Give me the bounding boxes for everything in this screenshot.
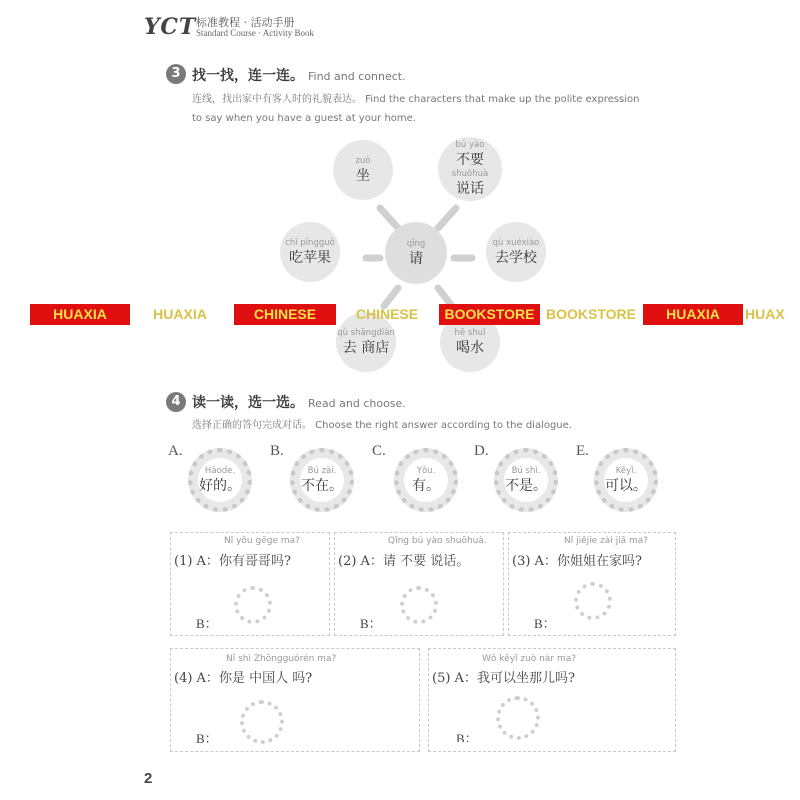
bubble-shuohua-pinyin: shuōhuà xyxy=(451,169,489,179)
bubble-zuo-hanzi: 坐 xyxy=(356,167,370,184)
dialogue-5-question xyxy=(432,667,575,686)
option-b-hanzi: 不在。 xyxy=(301,477,343,494)
option-a-flower[interactable] xyxy=(188,448,252,512)
option-e-hanzi: 可以。 xyxy=(605,477,647,494)
dialogue-3-b-label: B： xyxy=(534,616,556,631)
section-4-title xyxy=(192,392,406,412)
section-3-title xyxy=(192,65,406,85)
dialogue-2-num: (2) A： xyxy=(338,554,383,569)
option-b-pinyin: Bú zài. xyxy=(307,465,337,476)
watermark-chinese-1: CHINESE xyxy=(234,304,336,325)
bubble-qing-hanzi: 请 xyxy=(409,250,423,267)
watermark-huaxia-2: HUAXIA xyxy=(153,306,207,322)
dialogue-2-question xyxy=(338,550,469,569)
bubble-he-shui-pinyin: hē shuǐ xyxy=(454,327,486,338)
section-4-title-cn: 读一读，选一选。 xyxy=(192,395,304,411)
dialogue-3-pinyin: Nǐ jiějie zài jiā ma? xyxy=(564,536,649,546)
option-c-hanzi: 有。 xyxy=(412,477,440,494)
bubble-qu-xuexiao-hanzi: 去学校 xyxy=(495,249,537,266)
bubble-zuo-pinyin: zuò xyxy=(355,155,371,166)
bubble-qu-shangdian-pinyin: qù shāngdiàn xyxy=(337,327,395,338)
dialogue-4-answer-slot[interactable] xyxy=(240,700,284,744)
option-e-letter: E. xyxy=(576,443,589,459)
bubble-chi-pinyin: chī píngguǒ xyxy=(285,237,335,248)
dialogue-1-question xyxy=(174,550,291,569)
bubble-qu-xuexiao[interactable] xyxy=(486,222,546,282)
dialogue-5-pinyin: Wǒ kěyǐ zuò nàr ma? xyxy=(482,654,577,664)
section-3-instruction-1: 连线，找出家中有客人时的礼貌表达。 Find the characters that make up the polite expression xyxy=(192,94,640,105)
book-title-cn: 标准教程 · 活动手册 xyxy=(196,16,295,29)
bubble-qu-shangdian-hanzi: 去 商店 xyxy=(342,339,390,356)
page-number: 2 xyxy=(144,770,153,787)
option-e-flower[interactable] xyxy=(594,448,658,512)
dialogue-1-text: 你有哥哥吗? xyxy=(218,554,291,569)
bubble-qu-xuexiao-pinyin: qù xuéxiào xyxy=(492,237,540,248)
dialogue-3-text: 你姐姐在家吗? xyxy=(556,554,642,569)
dialogue-3-answer-slot[interactable] xyxy=(574,582,612,620)
dialogue-2-pinyin: Qǐng bú yào shuōhuà. xyxy=(388,536,487,546)
section-3-instruction-2: to say when you have a guest at your home. xyxy=(192,113,416,124)
section-4-number: 4 xyxy=(166,392,186,412)
option-c-pinyin: Yǒu. xyxy=(416,465,436,476)
bubble-chi-pingguo[interactable] xyxy=(280,222,340,282)
dialogue-1-b-label: B： xyxy=(196,616,218,631)
option-b-flower[interactable] xyxy=(290,448,354,512)
watermark-huaxia-1: HUAXIA xyxy=(30,304,130,325)
book-title-en: Standard Course · Activity Book xyxy=(196,28,314,38)
dialogue-4-b-label: B： xyxy=(196,731,218,746)
dialogue-4-text: 你是 中国人 吗? xyxy=(218,671,313,686)
dialogue-5-b-label: B： xyxy=(456,731,478,742)
section-3-title-en: Find and connect. xyxy=(308,70,406,83)
bubble-he-shui-hanzi: 喝水 xyxy=(456,339,484,356)
section-3-number: 3 xyxy=(166,64,186,84)
dialogue-1-num: (1) A： xyxy=(174,554,219,569)
dialogue-3-question xyxy=(512,550,642,569)
bubble-shuohua-hanzi: 说话 xyxy=(456,181,484,197)
option-a-hanzi: 好的。 xyxy=(199,477,241,494)
watermark-huaxia-4: HUAX xyxy=(745,306,785,322)
dialogue-1-pinyin: Nǐ yǒu gēge ma? xyxy=(224,536,300,546)
option-b-letter: B. xyxy=(270,443,284,459)
dialogue-3-num: (3) A： xyxy=(512,554,557,569)
section-4-instruction: 选择正确的答句完成对话。 Choose the right answer according to the dialogue. xyxy=(192,420,572,431)
watermark-chinese-2: CHINESE xyxy=(355,306,419,322)
dialogue-5-text: 我可以坐那儿吗? xyxy=(476,671,575,686)
dialogue-2-answer-slot[interactable] xyxy=(400,586,438,624)
watermark-bookstore-2: BOOKSTORE xyxy=(546,306,636,322)
dialogue-2-text: 请 不要 说话。 xyxy=(382,554,470,569)
dialogue-5-num: (5) A： xyxy=(432,671,477,686)
yct-logo: YCT xyxy=(144,14,197,40)
option-c-letter: C. xyxy=(372,443,386,459)
watermark-bookstore-1: BOOKSTORE xyxy=(439,304,540,325)
option-d-pinyin: Bú shì. xyxy=(511,465,541,476)
dialogue-4-question xyxy=(174,667,312,686)
option-d-flower[interactable] xyxy=(494,448,558,512)
dialogue-1-answer-slot[interactable] xyxy=(234,586,272,624)
bubble-chi-hanzi: 吃苹果 xyxy=(289,249,331,266)
watermark-huaxia-3: HUAXIA xyxy=(643,304,743,325)
option-d-letter: D. xyxy=(474,443,489,459)
option-a-pinyin: Hǎode. xyxy=(204,465,236,476)
option-d-hanzi: 不是。 xyxy=(505,477,547,494)
bubble-buyao-hanzi: 不要 xyxy=(456,152,484,168)
dialogue-4-num: (4) A： xyxy=(174,671,219,686)
option-e-pinyin: Kěyǐ. xyxy=(615,465,637,476)
bubble-buyao-pinyin: bú yào xyxy=(455,140,485,150)
dialogue-5-answer-slot[interactable] xyxy=(496,696,540,740)
dialogue-2-b-label: B： xyxy=(360,616,382,631)
section-4-title-en: Read and choose. xyxy=(308,397,406,410)
bubble-qing-center[interactable] xyxy=(385,222,447,284)
dialogue-4-pinyin: Nǐ shì Zhōngguórén ma? xyxy=(226,654,337,664)
option-c-flower[interactable] xyxy=(394,448,458,512)
bubble-buyao-shuohua[interactable] xyxy=(438,137,502,201)
section-3-title-cn: 找一找，连一连。 xyxy=(192,68,304,84)
bubble-zuo[interactable] xyxy=(333,140,393,200)
bubble-qing-pinyin: qǐng xyxy=(406,238,426,249)
option-a-letter: A. xyxy=(168,443,183,459)
